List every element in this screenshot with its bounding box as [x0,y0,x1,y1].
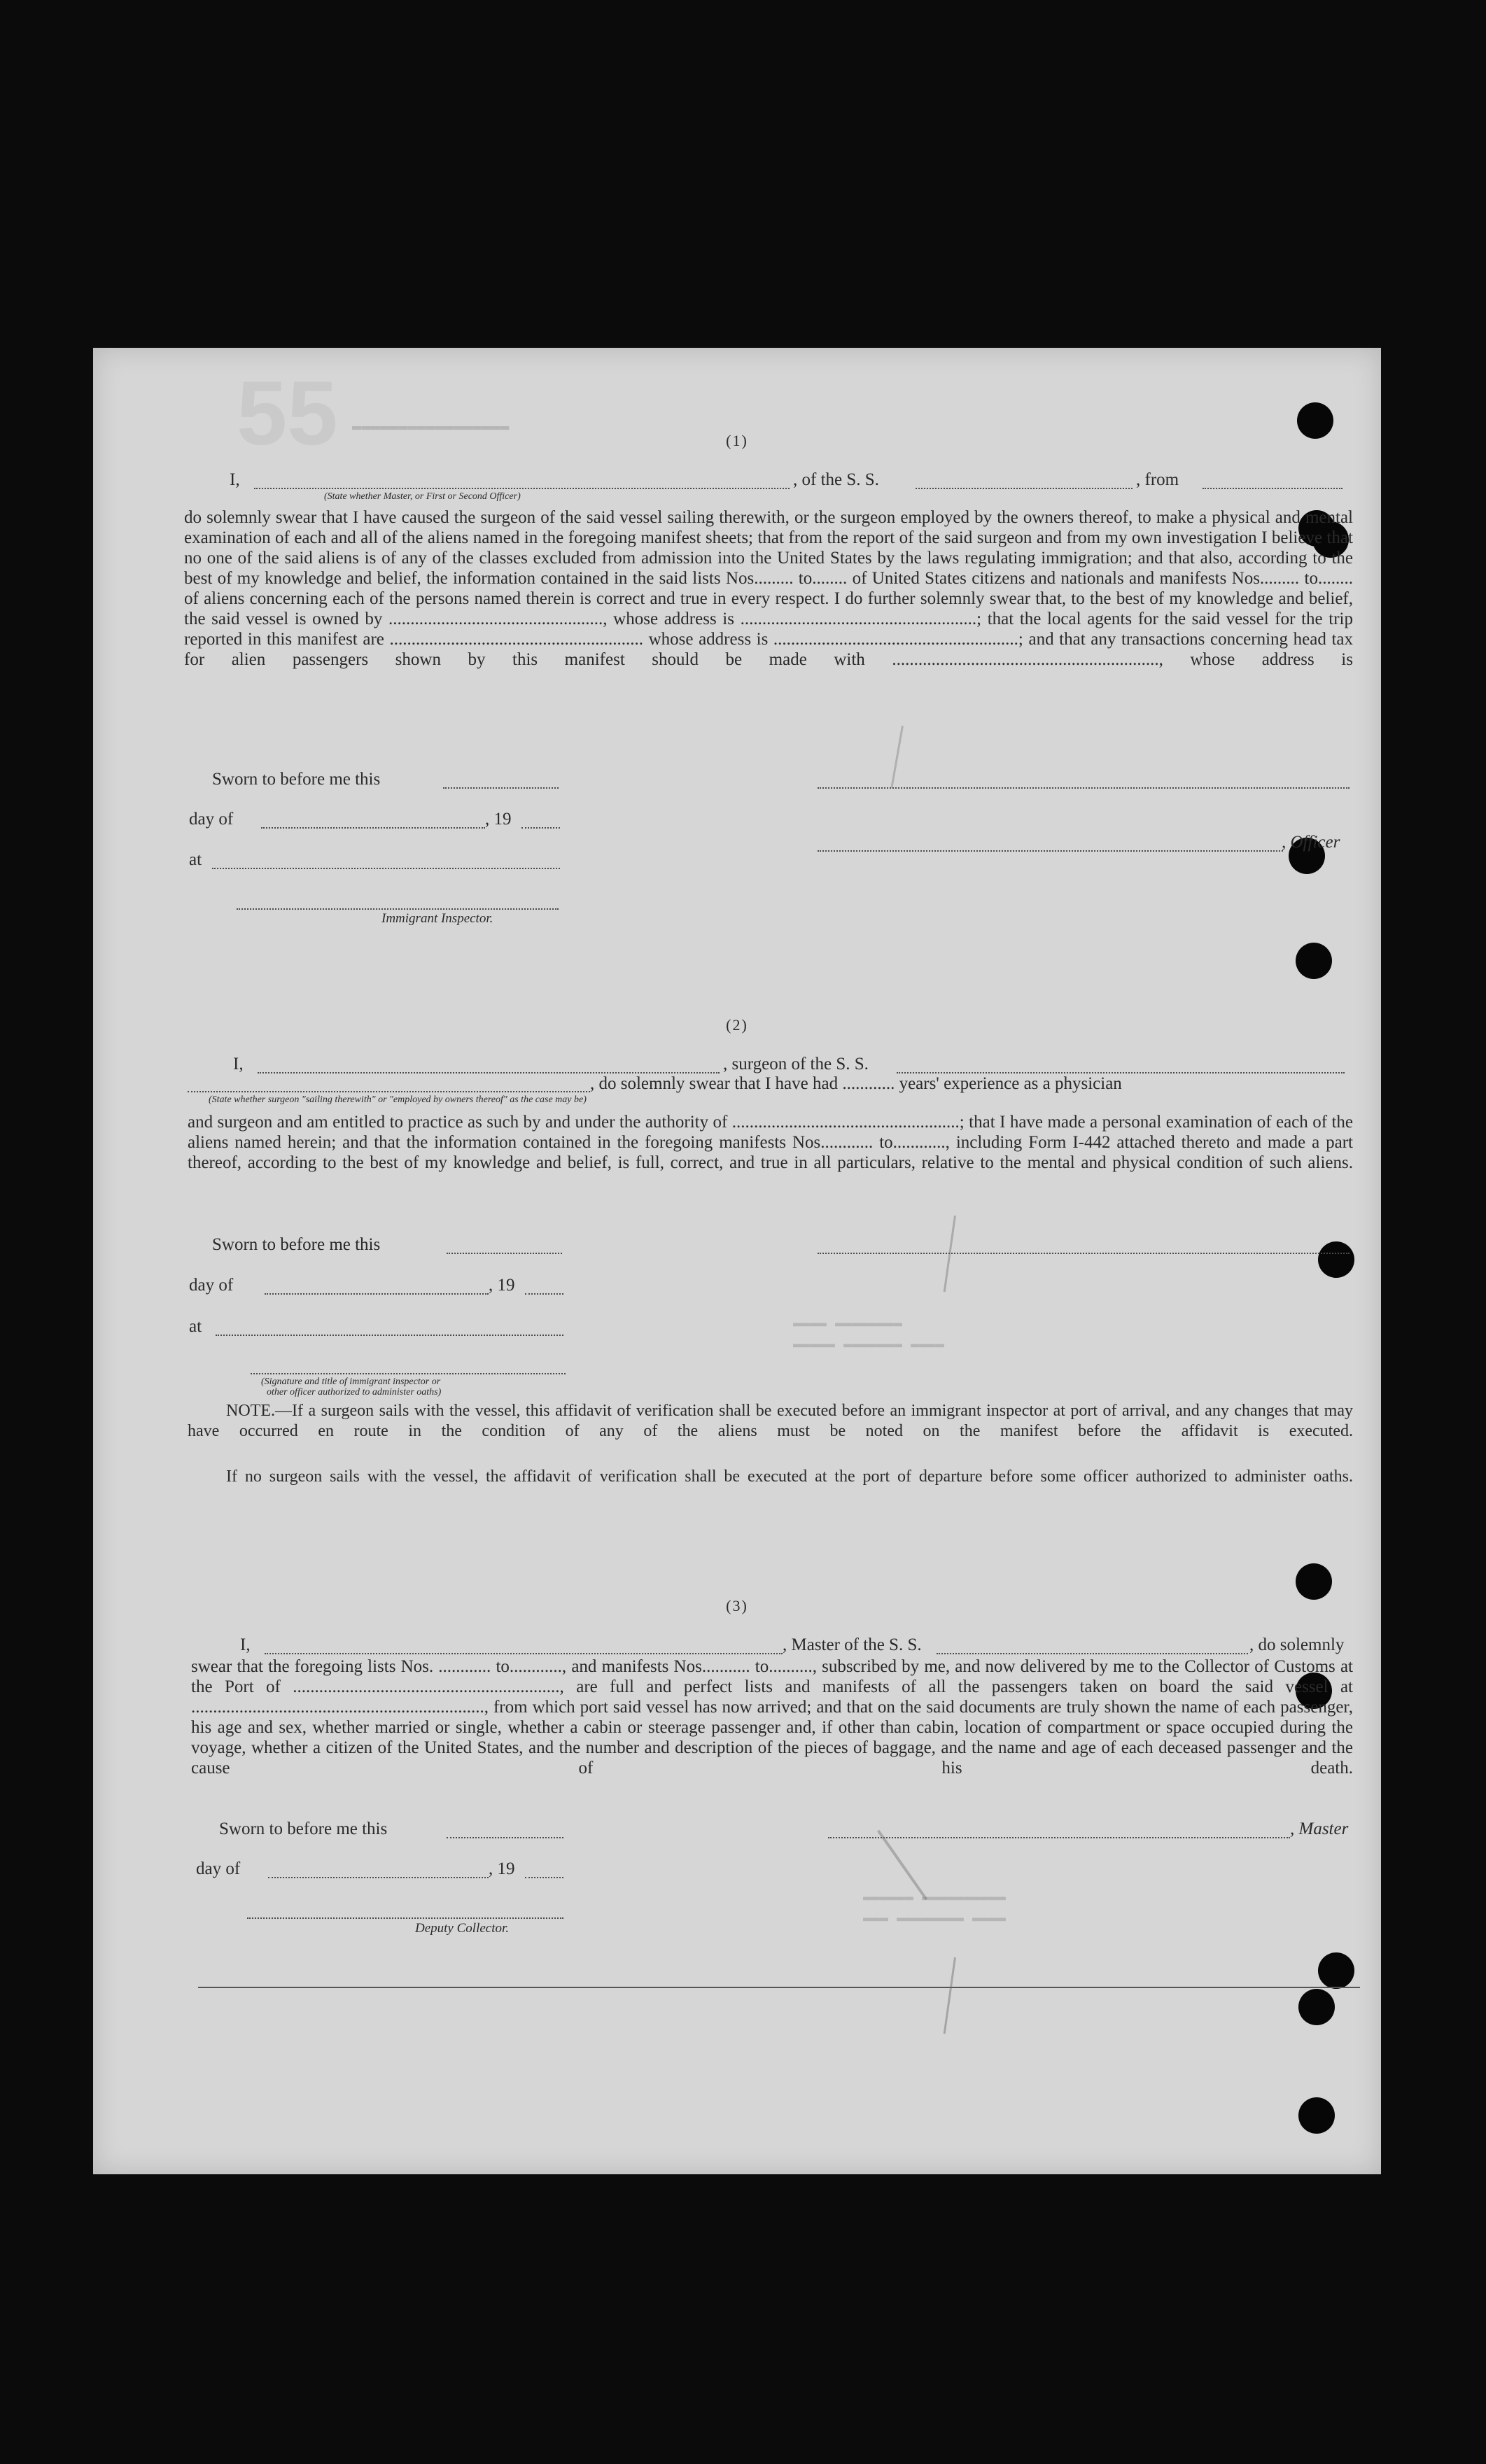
punch-hole [1318,1952,1354,1989]
signature-caption-line-2: other officer authorized to administer oaths) [267,1387,442,1398]
section-3-swear-label: , do solemnly [1249,1635,1345,1654]
inspector-caption: Immigrant Inspector. [381,911,493,926]
year-blank [525,1293,563,1295]
officer-signature-top-blank [818,787,1350,789]
signature-caption-line-1: (Signature and title of immigrant inspector or [261,1377,441,1387]
master-sig-label: , Master [1290,1819,1349,1838]
inspector-signature-blank [251,1373,566,1374]
day-of-blank [268,1877,489,1878]
section-2-swear-label: , do solemnly swear that I have had ............ years' experience as a physician [590,1074,1122,1093]
year-label: , 19 [485,810,512,829]
section-1-from-label: , from [1136,470,1179,489]
sworn-date-blank [443,787,559,789]
bottom-rule [198,1987,1360,1988]
day-of-label: day of [189,810,234,829]
section-2-number: (2) [726,1016,748,1034]
punch-hole [1298,2097,1335,2134]
officer-sig-label: , Officer [1282,833,1340,852]
section-3-number: (3) [726,1597,748,1614]
officer-caption: (State whether Master, or First or Second Officer) [324,491,521,502]
master-signature-blank [828,1837,1290,1838]
section-1-oath-start: I, [230,470,240,489]
section-2-paragraph: and surgeon and am entitled to practice as such by and under the authority of ....................................................; that I have made a personal examination of each of the aliens named herein; and that the information contained in the foregoing manifests Nos............ to............, including Form I-442 attached thereto and made a part thereof, according to the best of my knowledge and belief, is full, correct, and true in all particulars, relative to the mental and physical condition of such aliens. [188,1113,1353,1172]
note-paragraph-2: If no surgeon sails with the vessel, the affidavit of verification shall be executed at the port of departure before some officer authorized to administer oaths. [226,1467,1353,1486]
year-blank [525,1877,563,1878]
year-label: , 19 [489,1276,515,1295]
at-blank [212,868,560,869]
from-port-blank [1203,488,1343,489]
section-1-paragraph: do solemnly swear that I have caused the surgeon of the said vessel sailing therewith, or the surgeon employed by the owners thereof, to make a physical and mental examination of each and all of the aliens named in the foregoing manifest sheets; that from the report of the said surgeon and from my own investigation I believe that no one of the said aliens is of any of the classes excluded from admission into the United States by the laws regulating immigration; and that also, according to the best of my knowledge and belief, the information contained in the said lists Nos......... to........ of United States citizens and nationals and manifests Nos......... to........ of aliens concerning each of the persons named therein is correct and true in every respect. I do further solemnly swear that, to the best of my knowledge and belief, the said vessel is owned by ................................................., whose address is ......................................................; that the local agents for the said vessel for the trip reported in this manifest are .......................................................... whose address is ........................................................; and that any transactions concerning head tax for alien passengers shown by this manifest should be made with ............................................................., whose address is [184,508,1353,669]
section-2-surgeon-label: , surgeon of the S. S. [723,1055,869,1073]
surgeon-ship-blank [897,1072,1345,1073]
sworn-date-blank [447,1837,563,1838]
master-name-blank [265,1653,783,1654]
day-of-label: day of [189,1276,234,1295]
surgeon-name-blank [258,1072,720,1073]
section-3-paragraph: swear that the foregoing lists Nos. ............ to............, and manifests Nos........... to.........., subscribed by me, and now delivered by me to the Collector of Customs at the Port of ............................................................., are full and perfect lists and manifests of all the passengers taken on board the said vessel at ..................................................................., from which port said vessel has now arrived; and that on the said documents are truly shown the name of each passenger, his age and sex, whether married or single, whether a cabin or steerage passenger and, if other than cabin, location of compartment or space occupied during the voyage, whether a citizen of the United States, and the number and description of the pieces of baggage, and the name and age of each deceased passenger and the cause of his death. [191,1657,1353,1777]
punch-hole [1318,1241,1354,1278]
collector-caption: Deputy Collector. [415,1921,510,1936]
note-paragraph-1: NOTE.—If a surgeon sails with the vessel, this affidavit of verification shall be executed before an immigrant inspector at port of arrival, and any changes that may have occurred en route in the condition of any of the aliens must be noted on the manifest before the affidavit is executed. [188,1402,1353,1440]
pencil-mark [890,726,904,788]
year-label: , 19 [489,1859,515,1878]
bleed-through-text: ▬▬▬▬▬▬▬▬▬▬▬▬▬▬▬▬▬ [352,418,510,435]
day-of-blank [265,1293,489,1295]
surgeon-caption: (State whether surgeon "sailing therewith" or "employed by owners thereof" as the case may be) [209,1094,587,1105]
section-2-oath-start: I, [233,1055,244,1073]
section-3-master-label: , Master of the S. S. [783,1635,922,1654]
sworn-label: Sworn to before me this [219,1819,388,1838]
surgeon-type-blank [188,1091,590,1092]
year-blank [521,827,560,829]
day-of-label: day of [196,1859,241,1878]
punch-hole [1296,943,1332,979]
officer-name-blank [254,488,790,489]
at-blank [216,1335,563,1336]
day-of-blank [261,827,485,829]
surgeon-signature-blank [818,1253,1350,1254]
bleed-through-text: ▬▬▬▬▬▬ ▬▬▬▬▬▬▬▬▬▬ ▬▬▬ ▬▬▬▬▬▬▬▬ ▬▬▬▬ [863,1889,1007,1927]
section-1-ss-label: , of the S. S. [793,470,879,489]
pencil-mark [944,1957,956,2034]
sworn-label: Sworn to before me this [212,770,381,789]
ship-name-blank [916,488,1133,489]
at-label: at [189,1317,202,1336]
sworn-date-blank [447,1253,562,1254]
bleed-through-text: ▬▬▬▬ ▬▬▬▬▬▬▬▬ ▬▬▬▬▬ ▬▬▬▬▬▬▬ ▬▬▬▬ [793,1316,945,1353]
at-label: at [189,850,202,869]
punch-hole [1296,1563,1332,1600]
manifest-page [93,348,1381,2174]
section-3-oath-start: I, [240,1635,251,1654]
master-ship-blank [937,1653,1248,1654]
punch-hole [1298,1989,1335,2025]
officer-signature-blank [818,850,1283,852]
inspector-signature-blank [237,908,559,910]
collector-signature-blank [247,1917,563,1919]
bleed-through-stamp: 55 [237,362,338,464]
section-1-number: (1) [726,432,748,449]
sworn-label: Sworn to before me this [212,1235,381,1254]
